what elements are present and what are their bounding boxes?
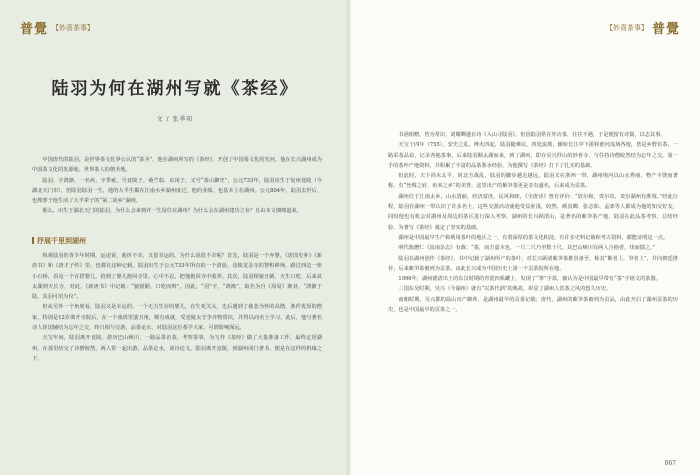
intro-paragraph: 中国唐代的陆羽，是世界茶文化界公认的“茶圣”，他在湖州所写的《茶经》，开创了中国茶文化的先河。他在长兴湖州成为中国茶文化的发源地、世界茶人的朝圣地。 xyxy=(32,157,322,174)
intro-text xyxy=(32,155,322,223)
brand-logo: 普覺 xyxy=(20,22,49,37)
section-tag: 【妙喜茶事】 xyxy=(605,23,648,32)
brand-logo: 普覺 xyxy=(651,22,680,37)
body-paragraph: 但从另外一个角度看，陆羽又是幸运的。一个无力生存的婴儿，在生死关头，先后遇到了慈悲为怀的高僧、条件优厚的僧家，特别是12岁离开寺院后，在一个戏班里演丑角，颇有成就，受竟陵太守李齐物赏识，并得以向名士学习。此后，他与著名诗人崔国辅结为忘年之交，终日相与交游，品茶论水，对陆羽这位茶学大家，可谓影响深远。 xyxy=(32,304,322,332)
body-paragraph: 陆羽在湖州创作《茶经》，书中记载了湖州所产的茶叶，对长兴顾渚紫笋茶推崇备至，称其“紫者上，笋者上”，并向朝廷推荐，后来紫笋茶被列为贡茶，由此长兴成为中国历史上第一个贡茶院所在地。 xyxy=(388,255,678,272)
right-page xyxy=(350,0,700,475)
left-body-text xyxy=(32,251,322,463)
byline: 文 / 张季阳 xyxy=(156,116,194,123)
body-paragraph: 书函相赠，皆为常识，刘耀卿遂有诗《入山寻陆羽》，但因陆羽常在外访茶，往往不遇，于是便留有诗篇，以志其事。 xyxy=(398,132,666,138)
section-tag: 【妙喜茶事】 xyxy=(52,23,95,32)
header-right xyxy=(602,18,680,37)
body-paragraph: 天宝十四年（755），安史之乱，烽火四起，陆羽随难民，四处流离，辗转长江中下游和淮河流域各地，皆是乡野访茶，一路采茶品泉，记录各地茶事。后来陆羽顺太湖而来，到了湖州，即在吴兴杼山的妙喜寺，与住持诗僧皎然结为忘年之交。第一手的茶叶产地资料，并积累了丰富的品茶鉴水经验，为他撰写《茶经》打下了扎实的基础。 xyxy=(388,142,678,169)
subhead-marker xyxy=(32,237,34,244)
body-paragraph: 三国东吴时期，吴兴（今湖州）就有“以茶代酒”的典故，彰显了湖州人饮茶之风的悠久历史。 xyxy=(398,286,612,293)
body-paragraph: 南朝时期，吴兴郡的温山出产御荈，是湖州最早的贡茶记载；唐代，湖州的紫笋茶被列为贡品，由此开启了湖州贡茶的历史，也是中国最早的贡茶之一。 xyxy=(388,296,678,314)
spine-shadow xyxy=(347,0,353,475)
article-title: 陆羽为何在湖州写就《茶经》 xyxy=(51,79,299,99)
right-body-text xyxy=(388,130,678,453)
body-paragraph: 但此时，天下尚未太平，时北方战乱，陆羽的脚步越走越远，陆羽又在浙西一带，湖州境内以山水秀丽、物产丰饶而著称，有“丝绸之府、鱼米之乡”的美誉，这里出产的紫笋茶更是享有盛名，后来成为贡茶。 xyxy=(388,173,678,190)
section-subhead xyxy=(32,236,86,246)
body-paragraph: 湖州位于江南太乡，山水清丽，经济富庶，民风和睦，《全唐诗》曾有评价：“放尔和，贵尔出，贵尔湖州有胜境。”经此行程，陆羽在湖州一带认识了许多名士，这些交游活动使他受益匪浅，皎然、颜真卿、张志和、孟郊等人都成为他的知交好友，同时他也有机会对湖州及周边的茶区进行深入考察。湖州的长兴顾渚山，是著名的紫笋茶产地，陆羽在此品茶考察，总结经验，为著写《茶经》奠定了坚实的基础。 xyxy=(388,193,678,231)
body-paragraph: 明代陈懋仁《泉南杂志》有载：“茶，南方嘉木也，一尺二尺乃至数十尺。其巴山峡川有两人合抱者，伐而掇之。” xyxy=(398,245,656,252)
body-paragraph: 1996年，湖州德清出土的东汉时期的青瓷四系罐上，发现了“荼”字款，被认为是中国最早带有“茶”字铭文的茶器。 xyxy=(398,276,661,283)
subhead-text: 抒展千里到湖州 xyxy=(37,236,86,245)
page-number: 067 xyxy=(664,460,676,467)
body-paragraph: 天宝年间，陆羽离开竟陵，游历巴山峡川，一路品茶访茶，考察茶事，为写作《茶经》做了大量准备工作，最终定居湖州，在那里结交了诗僧皎然，两人常一起出游，品茶论水，谈诗论文。陆羽离开竟陵，到湖州闭门著书，便是在这样的机缘之下。 xyxy=(32,335,322,362)
header-left xyxy=(20,18,98,37)
intro-paragraph: 那么，出生于湖北天门的陆羽，为什么会来到并一生留住在湖州？为什么会在湖州建功立业？且由本文细细道来。 xyxy=(42,208,302,215)
intro-paragraph: 陆羽，字鸿渐，一名疾，字季疵，号竟陵子、桑苎翁、东冈子，又号“茶山御史”，公元733年，陆羽出生于复州竟陵（今湖北天门市）。但陆羽陆羽一生，他的大半生都在江南水乡湖州度过，他的业绩、也基本上在湖州。公元804年，陆羽去世后，也埋葬于他生活了大半辈子的“第二故乡”湖州。 xyxy=(32,177,322,205)
body-paragraph: 湖州是中国最早生产和利用茶叶的地区之一，有着深厚的茶文化积淀。有许多史料记载和考古资料，都能证明这一点。 xyxy=(398,234,669,241)
body-paragraph: 纵观陆羽的青少年时期，运途说，曲折不幸，又很幸运的。为什么说很不幸呢？首先，陆羽是一个弃婴，《唐国史补》《新唐书》和《唐才子传》里，也都有这种记载，陆羽出生于公元733年所有的一个清晨，竟陵龙盖寺的智积禅师，路过西边一座小石桥，看见一个在搭婴儿，拾到了婴儿抱回寺里。心中不忍，把他抱回寺中收养。其次，陆羽相貌丑陋，天生口吃，后来从太湖到天长寺，对此，《新唐书》中记载：“貌寝陋，口吃而辩”。因此，“羽”字，“鸿渐”，取名为自《周易》渐卦，“鸿渐于陆，其羽可用为仪”。 xyxy=(32,253,322,301)
